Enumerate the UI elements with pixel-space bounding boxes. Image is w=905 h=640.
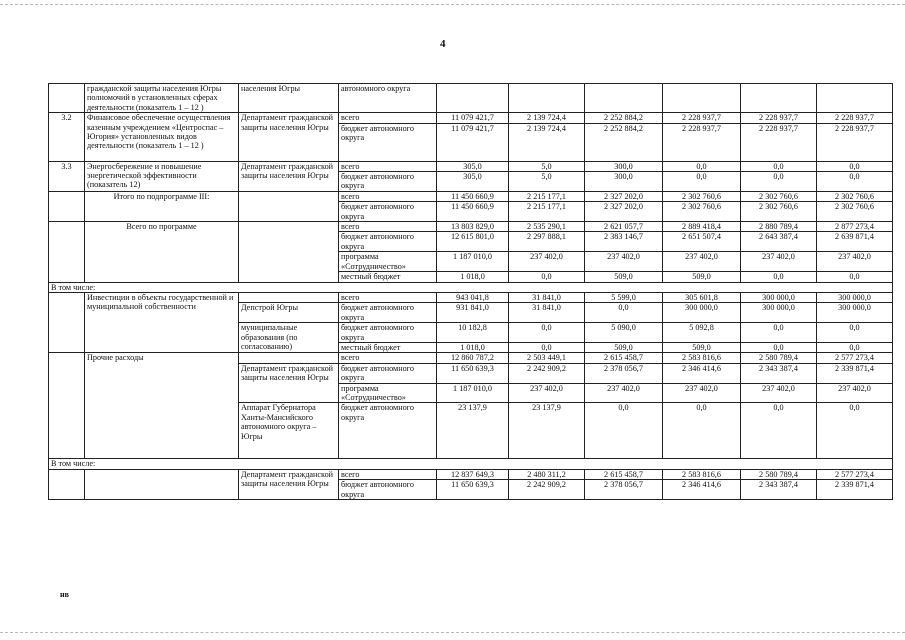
cell-value: 2 302 760,6: [663, 191, 741, 201]
cell-value: 509,0: [663, 272, 741, 282]
row-source: всего: [339, 469, 437, 479]
cell-value: 0,0: [817, 342, 893, 352]
cell-value: 0,0: [585, 303, 663, 323]
cell-value: 0,0: [741, 323, 817, 343]
row-executor: Депстрой Югры: [239, 303, 339, 323]
cell-value: 31 841,0: [509, 303, 585, 323]
cell-value: 2 339 871,4: [817, 363, 893, 383]
row-source: бюджет автономного округа: [339, 403, 437, 459]
cell-value: 300 000,0: [741, 292, 817, 302]
cell-value: 2 889 418,4: [663, 222, 741, 232]
row-source: автономного округа: [339, 84, 437, 113]
row-number: 3.2: [49, 113, 85, 161]
row-source: программа «Сотрудничество»: [339, 252, 437, 272]
cell-value: 2 228 937,7: [817, 123, 893, 161]
cell-value: 2 302 760,6: [741, 202, 817, 222]
cell-value: 2 228 937,7: [741, 113, 817, 123]
table-row: [49, 469, 893, 479]
cell-value: 2 252 884,2: [585, 113, 663, 123]
cell-value: 0,0: [817, 403, 893, 459]
row-name: Финансовое обеспечение осуществления казенным учреждением «Центроспас – Югория» установленных видов деятельности (показатель 1 – 12 ): [85, 113, 239, 161]
cell-value: 0,0: [817, 172, 893, 192]
cell-value: 2 651 507,4: [663, 232, 741, 252]
including-label: В том числе:: [49, 459, 893, 469]
row-source: программа «Сотрудничество»: [339, 383, 437, 403]
row-executor: Департамент гражданской защиты населения Югры: [239, 363, 339, 403]
cell-value: 237 402,0: [741, 383, 817, 403]
cell-value: 2 228 937,7: [663, 123, 741, 161]
cell-value: 2 383 146,7: [585, 232, 663, 252]
cell-value: 509,0: [585, 272, 663, 282]
row-source: бюджет автономного округа: [339, 172, 437, 192]
cell-value: 2 252 884,2: [585, 123, 663, 161]
cell-value: 237 402,0: [585, 252, 663, 272]
cell-value: 12 615 801,0: [437, 232, 509, 252]
subtotal-label: Итого по подпрограмме III:: [85, 191, 239, 221]
cell-value: 0,0: [509, 272, 585, 282]
scan-edge-top: [0, 4, 905, 5]
cell-value: 237 402,0: [817, 383, 893, 403]
cell-value: 305,0: [437, 161, 509, 171]
row-source: всего: [339, 292, 437, 302]
cell-value: 2 346 414,6: [663, 363, 741, 383]
row-executor: Департамент гражданской защиты населения Югры: [239, 161, 339, 191]
row-source: бюджет автономного округа: [339, 480, 437, 500]
footer-initials: нв: [60, 590, 69, 599]
cell-value: 2 228 937,7: [663, 113, 741, 123]
cell-value: 2 242 909,2: [509, 363, 585, 383]
row-name: Инвестиции в объекты государственной и муниципальной собственности: [85, 292, 239, 352]
page-number: 4: [440, 38, 446, 50]
table-row: [49, 459, 893, 469]
row-source: всего: [339, 222, 437, 232]
cell-value: 11 650 639,3: [437, 480, 509, 500]
cell-value: 2 615 458,7: [585, 469, 663, 479]
cell-value: 237 402,0: [585, 383, 663, 403]
row-source: бюджет автономного округа: [339, 123, 437, 161]
cell-value: 11 450 660,9: [437, 202, 509, 222]
cell-value: 0,0: [509, 323, 585, 343]
row-source: всего: [339, 353, 437, 363]
cell-value: 237 402,0: [663, 252, 741, 272]
cell-value: 509,0: [585, 342, 663, 352]
cell-value: 0,0: [663, 172, 741, 192]
table-row: [49, 282, 893, 292]
row-executor: Аппарат Губернатора Ханты-Мансийского автономного округа – Югры: [239, 403, 339, 459]
cell-value: 2 535 290,1: [509, 222, 585, 232]
cell-value: 23 137,9: [509, 403, 585, 459]
row-source: бюджет автономного округа: [339, 232, 437, 252]
cell-value: 2 302 760,6: [741, 191, 817, 201]
cell-value: 300 000,0: [817, 292, 893, 302]
row-name: Энергосбережение и повышение энергетической эффективности (показатель 12): [85, 161, 239, 191]
cell-value: 2 643 387,4: [741, 232, 817, 252]
row-source: всего: [339, 191, 437, 201]
cell-value: 5 090,0: [585, 323, 663, 343]
cell-value: 0,0: [741, 161, 817, 171]
table-row: [49, 84, 893, 113]
cell-value: 0,0: [741, 342, 817, 352]
cell-value: 2 580 789,4: [741, 353, 817, 363]
cell-value: 1 018,0: [437, 342, 509, 352]
cell-value: 2 302 760,6: [663, 202, 741, 222]
cell-value: 0,0: [741, 172, 817, 192]
table-row: [49, 113, 893, 123]
cell-value: 237 402,0: [509, 383, 585, 403]
cell-value: 2 378 056,7: [585, 480, 663, 500]
cell-value: 2 577 273,4: [817, 353, 893, 363]
cell-value: 31 841,0: [509, 292, 585, 302]
row-source: всего: [339, 161, 437, 171]
cell-value: 2 228 937,7: [817, 113, 893, 123]
cell-value: 12 860 787,2: [437, 353, 509, 363]
budget-table: [48, 83, 893, 500]
cell-value: 305,0: [437, 172, 509, 192]
cell-value: 12 837 649,3: [437, 469, 509, 479]
row-executor: населения Югры: [239, 84, 339, 113]
cell-value: 2 302 760,6: [817, 202, 893, 222]
cell-value: 2 583 816,6: [663, 469, 741, 479]
cell-value: 11 650 639,3: [437, 363, 509, 383]
cell-value: 0,0: [817, 272, 893, 282]
row-source: местный бюджет: [339, 342, 437, 352]
row-executor: Департамент гражданской защиты населения Югры: [239, 469, 339, 499]
cell-value: 5,0: [509, 161, 585, 171]
cell-value: 2 346 414,6: [663, 480, 741, 500]
cell-value: 2 615 458,7: [585, 353, 663, 363]
table-row: [49, 292, 893, 302]
cell-value: 300,0: [585, 161, 663, 171]
cell-value: 943 041,8: [437, 292, 509, 302]
cell-value: 2 583 816,6: [663, 353, 741, 363]
scan-edge-bottom: [0, 632, 905, 633]
cell-value: 2 327 202,0: [585, 202, 663, 222]
cell-value: 2 242 909,2: [509, 480, 585, 500]
row-source: бюджет автономного округа: [339, 202, 437, 222]
row-name: Прочие расходы: [85, 353, 239, 459]
row-source: всего: [339, 113, 437, 123]
cell-value: 1 018,0: [437, 272, 509, 282]
cell-value: 13 803 829,0: [437, 222, 509, 232]
cell-value: 0,0: [585, 403, 663, 459]
table-row: [49, 353, 893, 363]
cell-value: 2 228 937,7: [741, 123, 817, 161]
cell-value: 237 402,0: [663, 383, 741, 403]
table-row: [49, 191, 893, 201]
cell-value: 300 000,0: [817, 303, 893, 323]
cell-value: 0,0: [817, 323, 893, 343]
cell-value: 0,0: [741, 403, 817, 459]
cell-value: 23 137,9: [437, 403, 509, 459]
cell-value: 0,0: [663, 403, 741, 459]
cell-value: 2 577 273,4: [817, 469, 893, 479]
cell-value: 1 187 010,0: [437, 383, 509, 403]
cell-value: 0,0: [817, 161, 893, 171]
row-name: гражданской защиты населения Югры полномочий в установленных сферах деятельности (показатель 1 – 12 ): [85, 84, 239, 113]
cell-value: 2 621 057,7: [585, 222, 663, 232]
cell-value: 509,0: [663, 342, 741, 352]
cell-value: 2 215 177,1: [509, 191, 585, 201]
cell-value: 2 139 724,4: [509, 123, 585, 161]
cell-value: 931 841,0: [437, 303, 509, 323]
cell-value: 2 302 760,6: [817, 191, 893, 201]
including-label: В том числе:: [49, 282, 893, 292]
cell-value: 2 503 449,1: [509, 353, 585, 363]
cell-value: 2 877 273,4: [817, 222, 893, 232]
cell-value: 237 402,0: [509, 252, 585, 272]
cell-value: 5 599,0: [585, 292, 663, 302]
cell-value: 237 402,0: [817, 252, 893, 272]
cell-value: 2 339 871,4: [817, 480, 893, 500]
cell-value: 10 182,8: [437, 323, 509, 343]
table-row: [49, 161, 893, 171]
row-executor: Департамент гражданской защиты населения Югры: [239, 113, 339, 161]
cell-value: 2 343 387,4: [741, 363, 817, 383]
cell-value: 1 187 010,0: [437, 252, 509, 272]
cell-value: 2 215 177,1: [509, 202, 585, 222]
table-row: [49, 222, 893, 232]
cell-value: 0,0: [509, 342, 585, 352]
row-source: бюджет автономного округа: [339, 323, 437, 343]
cell-value: 300,0: [585, 172, 663, 192]
cell-value: 2 639 871,4: [817, 232, 893, 252]
cell-value: 2 880 789,4: [741, 222, 817, 232]
cell-value: 11 079 421,7: [437, 123, 509, 161]
cell-value: 2 139 724,4: [509, 113, 585, 123]
cell-value: 2 480 311,2: [509, 469, 585, 479]
row-source: бюджет автономного округа: [339, 363, 437, 383]
cell-value: 5,0: [509, 172, 585, 192]
row-executor: муниципальные образования (по согласованию): [239, 323, 339, 353]
cell-value: 5 092,8: [663, 323, 741, 343]
row-source: местный бюджет: [339, 272, 437, 282]
row-number: 3.3: [49, 161, 85, 191]
program-total-label: Всего по программе: [85, 222, 239, 282]
cell-value: 2 580 789,4: [741, 469, 817, 479]
cell-value: 300 000,0: [663, 303, 741, 323]
cell-value: 2 343 387,4: [741, 480, 817, 500]
cell-value: 0,0: [663, 161, 741, 171]
cell-value: 2 327 202,0: [585, 191, 663, 201]
cell-value: 0,0: [741, 272, 817, 282]
cell-value: 300 000,0: [741, 303, 817, 323]
cell-value: 11 450 660,9: [437, 191, 509, 201]
cell-value: 305 601,8: [663, 292, 741, 302]
cell-value: 2 297 888,1: [509, 232, 585, 252]
cell-value: 11 079 421,7: [437, 113, 509, 123]
row-source: бюджет автономного округа: [339, 303, 437, 323]
cell-value: 2 378 056,7: [585, 363, 663, 383]
cell-value: 237 402,0: [741, 252, 817, 272]
